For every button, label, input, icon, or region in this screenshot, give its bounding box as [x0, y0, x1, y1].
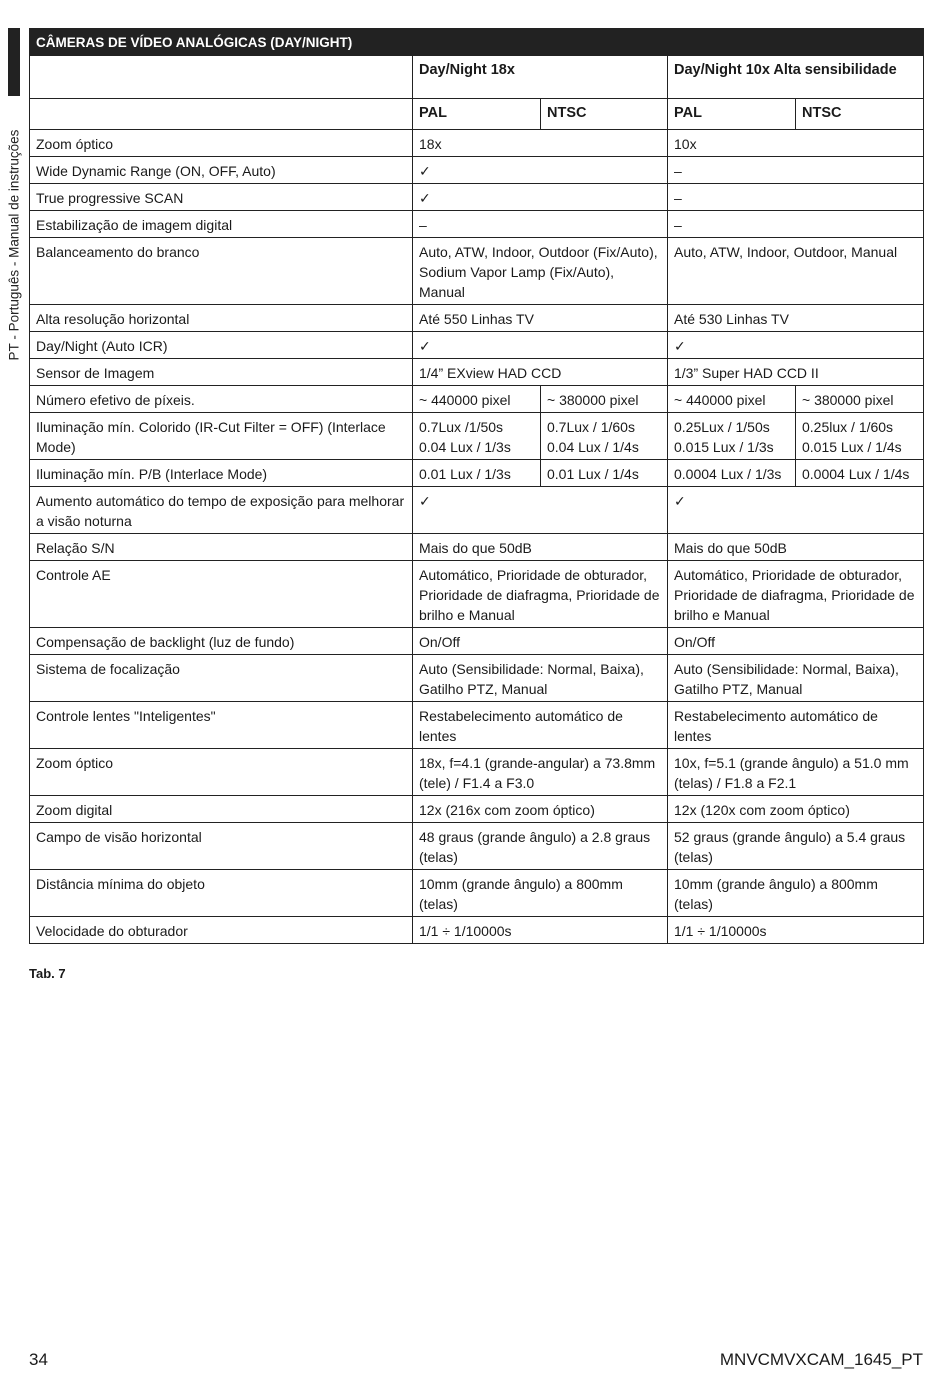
- cell-18x: Até 550 Linhas TV: [413, 305, 668, 332]
- table-row: [30, 870, 924, 917]
- cell-18x: Automático, Prioridade de obturador, Prioridade de diafragma, Prioridade de brilho e Manual: [413, 561, 668, 628]
- row-label: Controle AE: [30, 561, 413, 628]
- spec-table-body: [30, 130, 924, 944]
- table-row: [30, 749, 924, 796]
- table-row: [30, 238, 924, 305]
- row-label: Wide Dynamic Range (ON, OFF, Auto): [30, 157, 413, 184]
- cell-10x: Mais do que 50dB: [668, 534, 924, 561]
- row-label: Estabilização de imagem digital: [30, 211, 413, 238]
- row-label: Velocidade do obturador: [30, 917, 413, 944]
- table-row: [30, 184, 924, 211]
- row-label: Iluminação mín. Colorido (IR-Cut Filter = OFF) (Interlace Mode): [30, 413, 413, 460]
- table-row: [30, 157, 924, 184]
- side-tab-marker: [8, 28, 20, 96]
- cell-18x: 1/4” EXview HAD CCD: [413, 359, 668, 386]
- table-row: [30, 561, 924, 628]
- table-row: [30, 823, 924, 870]
- header-ntsc-10x: NTSC: [796, 99, 924, 130]
- row-label: Balanceamento do branco: [30, 238, 413, 305]
- header-empty-cell: [30, 56, 413, 99]
- cell-10x: 10x, f=5.1 (grande ângulo) a 51.0 mm (telas) / F1.8 a F2.1: [668, 749, 924, 796]
- cell-10x: –: [668, 184, 924, 211]
- cell-18x: ✓: [413, 487, 668, 534]
- table-row: [30, 534, 924, 561]
- cell-18x: Mais do que 50dB: [413, 534, 668, 561]
- table-title: CÂMERAS DE VÍDEO ANALÓGICAS (DAY/NIGHT): [30, 29, 924, 56]
- cell-18x: ✓: [413, 332, 668, 359]
- cell-18x-ntsc: 0.7Lux / 1/60s 0.04 Lux / 1/4s: [541, 413, 668, 460]
- cell-18x: ✓: [413, 184, 668, 211]
- row-label: Alta resolução horizontal: [30, 305, 413, 332]
- table-row: [30, 628, 924, 655]
- header-pal-10x: PAL: [668, 99, 796, 130]
- table-row: [30, 487, 924, 534]
- page-number: 34: [29, 1350, 48, 1369]
- cell-10x: –: [668, 157, 924, 184]
- table-row: [30, 305, 924, 332]
- cell-10x: 1/1 ÷ 1/10000s: [668, 917, 924, 944]
- row-label: Day/Night (Auto ICR): [30, 332, 413, 359]
- table-row: [30, 332, 924, 359]
- cell-18x: 10mm (grande ângulo) a 800mm (telas): [413, 870, 668, 917]
- row-label: Zoom digital: [30, 796, 413, 823]
- cell-10x: 10x: [668, 130, 924, 157]
- cell-18x: 12x (216x com zoom óptico): [413, 796, 668, 823]
- row-label: Compensação de backlight (luz de fundo): [30, 628, 413, 655]
- header-ntsc-18x: NTSC: [541, 99, 668, 130]
- header-model-18x: Day/Night 18x: [413, 56, 668, 99]
- cell-10x: –: [668, 211, 924, 238]
- table-row: [30, 917, 924, 944]
- table-row: [30, 130, 924, 157]
- cell-18x-pal: ~ 440000 pixel: [413, 386, 541, 413]
- cell-10x: Auto, ATW, Indoor, Outdoor, Manual: [668, 238, 924, 305]
- cell-10x: Restabelecimento automático de lentes: [668, 702, 924, 749]
- cell-10x: 12x (120x com zoom óptico): [668, 796, 924, 823]
- row-label: Zoom óptico: [30, 130, 413, 157]
- row-label: Número efetivo de píxeis.: [30, 386, 413, 413]
- cell-18x: 18x: [413, 130, 668, 157]
- cell-18x: ✓: [413, 157, 668, 184]
- cell-10x: On/Off: [668, 628, 924, 655]
- row-label: Zoom óptico: [30, 749, 413, 796]
- row-label: True progressive SCAN: [30, 184, 413, 211]
- row-label: Relação S/N: [30, 534, 413, 561]
- cell-18x: Auto (Sensibilidade: Normal, Baixa), Gatilho PTZ, Manual: [413, 655, 668, 702]
- cell-18x: Restabelecimento automático de lentes: [413, 702, 668, 749]
- document-code: MNVCMVXCAM_1645_PT: [719, 1350, 923, 1369]
- cell-18x-ntsc: 0.01 Lux / 1/4s: [541, 460, 668, 487]
- cell-10x-ntsc: 0.0004 Lux / 1/4s: [796, 460, 924, 487]
- cell-10x-pal: 0.25Lux / 1/50s 0.015 Lux / 1/3s: [668, 413, 796, 460]
- header-empty-cell: [30, 99, 413, 130]
- cell-10x: 10mm (grande ângulo) a 800mm (telas): [668, 870, 924, 917]
- cell-10x-pal: 0.0004 Lux / 1/3s: [668, 460, 796, 487]
- header-pal-18x: PAL: [413, 99, 541, 130]
- table-row: [30, 655, 924, 702]
- table-row: [30, 796, 924, 823]
- table-row: [30, 460, 924, 487]
- cell-18x: 18x, f=4.1 (grande-angular) a 73.8mm (tele) / F1.4 a F3.0: [413, 749, 668, 796]
- cell-18x: 1/1 ÷ 1/10000s: [413, 917, 668, 944]
- table-row: [30, 211, 924, 238]
- cell-10x-pal: ~ 440000 pixel: [668, 386, 796, 413]
- cell-10x: Auto (Sensibilidade: Normal, Baixa), Gatilho PTZ, Manual: [668, 655, 924, 702]
- cell-10x-ntsc: 0.25lux / 1/60s 0.015 Lux / 1/4s: [796, 413, 924, 460]
- row-label: Campo de visão horizontal: [30, 823, 413, 870]
- cell-18x: 48 graus (grande ângulo) a 2.8 graus (telas): [413, 823, 668, 870]
- row-label: Sensor de Imagem: [30, 359, 413, 386]
- cell-10x: Automático, Prioridade de obturador, Prioridade de diafragma, Prioridade de brilho e Manual: [668, 561, 924, 628]
- table-row: [30, 359, 924, 386]
- cell-10x: 1/3” Super HAD CCD II: [668, 359, 924, 386]
- cell-10x: Até 530 Linhas TV: [668, 305, 924, 332]
- table-row: [30, 413, 924, 460]
- cell-10x: ✓: [668, 487, 924, 534]
- table-row: [30, 702, 924, 749]
- cell-18x: On/Off: [413, 628, 668, 655]
- table-row: [30, 386, 924, 413]
- row-label: Sistema de focalização: [30, 655, 413, 702]
- cell-18x: Auto, ATW, Indoor, Outdoor (Fix/Auto), Sodium Vapor Lamp (Fix/Auto), Manual: [413, 238, 668, 305]
- row-label: Aumento automático do tempo de exposição para melhorar a visão noturna: [30, 487, 413, 534]
- cell-18x-pal: 0.01 Lux / 1/3s: [413, 460, 541, 487]
- side-language-label: PT - Português - Manual de instruções: [6, 129, 22, 361]
- cell-10x-ntsc: ~ 380000 pixel: [796, 386, 924, 413]
- cell-18x-ntsc: ~ 380000 pixel: [541, 386, 668, 413]
- cell-10x: 52 graus (grande ângulo) a 5.4 graus (telas): [668, 823, 924, 870]
- cell-18x-pal: 0.7Lux /1/50s 0.04 Lux / 1/3s: [413, 413, 541, 460]
- cell-18x: –: [413, 211, 668, 238]
- cell-10x: ✓: [668, 332, 924, 359]
- header-model-10x: Day/Night 10x Alta sensibilidade: [668, 56, 924, 99]
- row-label: Distância mínima do objeto: [30, 870, 413, 917]
- spec-table: [29, 28, 924, 944]
- table-caption: Tab. 7: [29, 966, 66, 981]
- row-label: Iluminação mín. P/B (Interlace Mode): [30, 460, 413, 487]
- row-label: Controle lentes "Inteligentes": [30, 702, 413, 749]
